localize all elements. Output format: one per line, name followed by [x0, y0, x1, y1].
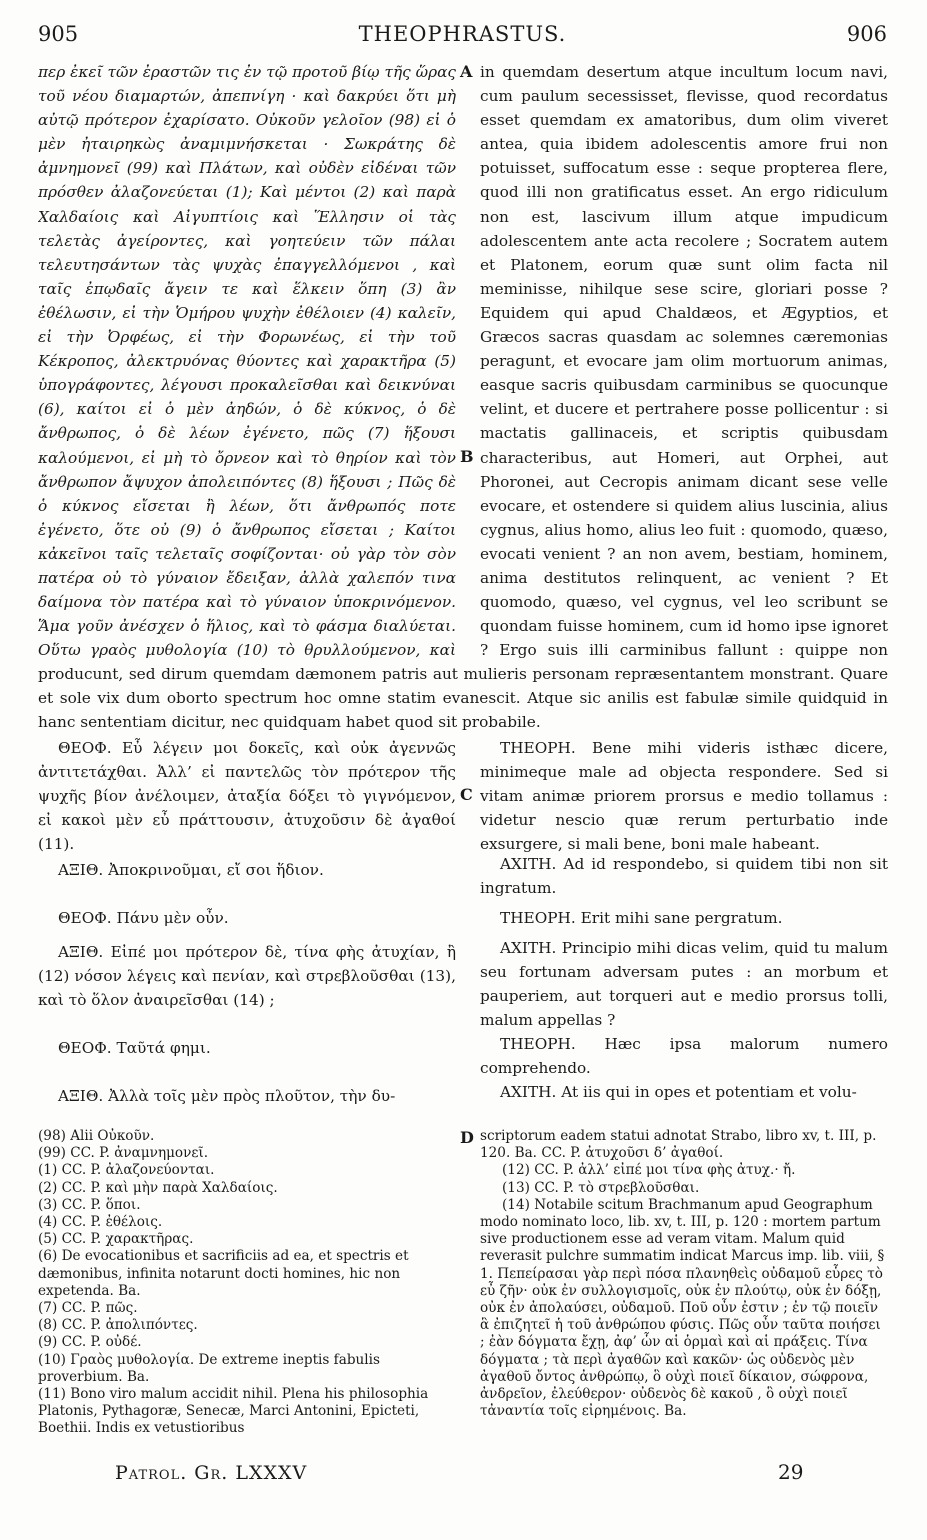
running-title: THEOPHRASTUS. [358, 22, 567, 46]
footnote: (4) CC. P. ἐθέλοις. [38, 1214, 163, 1231]
latin-speech: AXITH. At iis qui in opes et potentiam et volu- [500, 1083, 857, 1101]
page-number-right: 906 [846, 22, 887, 46]
page-number-left: 905 [38, 22, 79, 46]
greek-speech: ΘΕΟΦ. Ταῦτά φημι. [58, 1039, 211, 1057]
footnote: (14) Notabile scitum Brachmanum apud Geographum modo nominato loco, lib. xv, t. III, p. 120 : mortem partum sive productionem esse ad veram vitam. Malum quid reverasit pulchre summatim indicat Marcus imp. lib. viii, § 1. Πεπείρασαι γὰρ περὶ πόσα πλανηθεὶς οὐδαμοῦ εὗρες τὸ εὖ ζῆν· οὐκ ἐν συλλογισμοῖς, οὐκ ἐν πλούτῳ, οὐκ ἐν δόξῃ, οὐκ ἐν ἀπολαύσει, οὐδαμοῦ. Ποῦ οὖν ἐστιν ; ἐν τῷ ποιεῖν ἃ ἐπιζητεῖ ἡ τοῦ ἀνθρώπου φύσις. Πῶς οὖν ταῦτα ποιήσει ; ἐὰν δόγματα ἔχῃ, ἀφ’ ὧν αἱ ὁρμαὶ καὶ αἱ πράξεις. Τίνα δόγματα ; τὰ περὶ ἀγαθῶν καὶ κακῶν· ὡς οὐδενὸς μὲν ἀγαθοῦ ὄντος ἀνθρώπῳ, ὃ οὐχὶ ποιεῖ δίκαιον, σώφρονα, ἀνδρεῖον, ἐλεύθερον· οὐδενὸς δὲ κακοῦ , ὃ οὐχὶ ποιεῖ τἀναντία τοῖς εἰρημένοις. Ba. [480, 1196, 885, 1420]
latin-dialogue-column [480, 736, 888, 1104]
marker-c: C [460, 785, 473, 804]
latin-column-top [480, 60, 888, 660]
footnote: (10) Γραὸς μυθολογία. De extreme ineptis fabulis proverbium. Ba. [38, 1351, 380, 1385]
footnote: (6) De evocationibus et sacrificiis ad ea, et spectris et dæmonibus, infinita notarunt docti homines, hic non expetenda. Ba. [38, 1248, 409, 1299]
marker-b: B [460, 447, 474, 466]
patrologia-footer [115, 1462, 307, 1484]
greek-speech: ΑΞΙΘ. Ἀλλὰ τοῖς μὲν πρὸς πλοῦτον, τὴν δυ- [58, 1087, 396, 1105]
latin-speech: THEOPH. Bene mihi videris isthæc dicere, minimeque male ad objecta respondere. Sed si vitam animæ priorem prorsus e medio tollamus : videtur nescio quæ rerum perturbatio inde exsurgere, si mali bene, boni male habeant. [480, 739, 888, 854]
footnote: (7) CC. P. πῶς. [38, 1300, 138, 1317]
greek-speech: ΑΞΙΘ. Εἰπέ μοι πρότερον δὲ, τίνα φὴς ἀτυχίαν, ἢ (12) νόσον λέγεις καὶ πενίαν, καὶ στρεβλοῦσθαι (13), καὶ τὸ ὅλον ἀναιρεῖσθαι (14) ; [38, 943, 456, 1010]
latin-text-top: in quemdam desertum atque incultum locum navi, cum paulum secessisset, flevisse, quod recordatus esset quemdam ex amatoribus, dum olim viveret antea, quia ibidem adolescentis amore frui non potuisset, suffocatum esse : seque propterea flere, quod illi non gratificatus esset. An ergo ridiculum non est, lascivum illum atque impudicum adolescentem ante acta recolere ; Socratem autem et Platonem, eorum quæ sunt olim facta nil meminisse, nihilque sese scire, gloriari posse ? Equidem qui apud Chaldæos, et Ægyptios, et Græcos sacras quasdam ac solemnes cæremonias peragunt, et evocare jam olim mortuorum animas, easque sacris quibusdam carminibus se quocunque velint, et ducere et pertrahere posse pollicentur : si mactatis gallinaceis, et scriptis quibusdam characteribus, aut Homeri, aut Orphei, aut Phoronei, aut Cecropis animam dicant sese velle evocare, et ostendere si quidem alius luscinia, alius cygnus, alius homo, alius leo fuit : quomodo, quæso, evocati venient ? an non avem, bestiam, hominem, anima destitutos relinquent, ac venient ? Et quomodo, quæso, vel cygnus, vel leo scribunt se quondam fuisse hominem, cum id homo ipse ignoret ? Ergo suis illi carminibus fallunt : quippe non [480, 63, 888, 660]
signature-mark: 29 [778, 1460, 804, 1484]
marker-d: D [460, 1128, 474, 1147]
volume-label: Patrol. Gr. LXXXV [115, 1462, 308, 1484]
greek-speech: ΑΞΙΘ. Ἀποκρινοῦμαι, εἴ σοι ἥδιον. [58, 861, 324, 879]
footnotes-left [38, 1128, 456, 1438]
footnote: (5) CC. P. χαρακτῆρας. [38, 1231, 194, 1248]
greek-text-top: περ ἐκεῖ τῶν ἐραστῶν τις ἐν τῷ προτοῦ βίῳ τῆς ὥρας τοῦ νέου διαμαρτών, ἀπεπνίγη · καὶ δακρύει ὅτι μὴ αὐτῷ πρότερον ἐχαρίσατο. Οὐκοῦν γελοῖον (98) εἰ ὁ μὲν ἠταιρηκὼς ἀναμιμνήσκεται · Σωκράτης δὲ ἀμνημονεῖ (99) καὶ Πλάτων, καὶ οὐδὲν εἰδέναι τῶν πρόσθεν ἀλαζονεύεται (1); Καὶ μέντοι (2) καὶ παρὰ Χαλδαίοις καὶ Αἰγυπτίοις καὶ Ἕλλησιν οἱ τὰς τελετὰς ἀγείροντες, καὶ γοητεύειν τῶν πάλαι τελευτησάντων τὰς ψυχὰς ἐπαγγελλόμενοι , καὶ ταῖς ἐπῳδαῖς ἄγειν τε καὶ ἕλκειν ὅπη (3) ἂν ἐθέλωσιν, εἰ τὴν Ὁμήρου ψυχὴν ἐθέλοιεν (4) καλεῖν, εἰ τὴν Ὀρφέως, εἰ τὴν Φορωνέως, εἰ τὴν τοῦ Κέκροπος, ἀλεκτρυόνας θύοντες καὶ χαρακτῆρα (5) ὑπογράφοντες, λέγουσι προκαλεῖσθαι καὶ δεικνύναι (6), καίτοι εἰ ὁ μὲν ἀηδών, ὁ δὲ κύκνος, ὁ δὲ ἄνθρωπος, ὁ δὲ λέων ἐγένετο, πῶς (7) ἥξουσι καλούμενοι, εἰ μὴ τὸ ὄρνεον καὶ τὸ θηρίον καὶ τὸν ἄνθρωπον ἄψυχον ἀπολειπόντες (8) ἥξουσι ; Πῶς δὲ ὁ κύκνος εἴσεται ἢ λέων, ὅτι ἄνθρωπός ποτε ἐγένετο, ὅτε οὐ (9) ὁ ἄνθρωπος εἴσεται ; Καίτοι κἀκεῖνοι ταῖς τελεταῖς σοφίζονται· οὐ γὰρ τὸν σὸν πατέρα οὐ τὸ γύναιον ἔδειξαν, ἀλλὰ χαλεπόν τινα δαίμονα τὸν πατέρα καὶ τὸ γύναιον ὑποκρινόμενον. Ἅμα γοῦν ἀνέσχεν ὁ ἥλιος, καὶ τὸ φάσμα διαλύεται. Οὕτω γραὸς μυθολογία (10) τὸ θρυλλούμενον, καὶ [38, 63, 456, 660]
latin-speech: AXITH. Ad id respondebo, si quidem tibi non sit ingratum. [480, 855, 888, 898]
footnote: (99) CC. P. ἀναμνημονεῖ. [38, 1145, 209, 1162]
greek-dialogue-column [38, 736, 456, 1108]
page-header [38, 10, 887, 50]
footnote: (11) Bono viro malum accidit nihil. Plena his philosophia Platonis, Pythagoræ, Senecæ, Marci Antonini, Epicteti, Boethii. Indis ex vetustioribus [38, 1386, 429, 1437]
footnote: (98) Alii Οὐκοῦν. [38, 1128, 155, 1144]
footnote: (8) CC. P. ἀπολιπόντες. [38, 1317, 198, 1334]
footnote: (2) CC. P. καὶ μὴν παρὰ Χαλδαίοις. [38, 1179, 278, 1196]
greek-speech: ΘΕΟΦ. Πάνυ μὲν οὖν. [58, 909, 229, 927]
marker-a: A [460, 62, 473, 81]
latin-speech: AXITH. Principio mihi dicas velim, quid tu malum seu fortunam adversam putes : an morbum et pauperiem, aut torqueri aut e medio prorsus tolli, malum appellas ? [480, 939, 888, 1030]
latin-speech: THEOPH. Hæc ipsa malorum numero comprehendo. [480, 1035, 888, 1078]
footnote: (13) CC. P. τὸ στρεβλοῦσθαι. [502, 1179, 700, 1196]
footnotes-right [480, 1128, 888, 1420]
latin-full-width: producunt, sed dirum quemdam dæmonem patris aut mulieris personam repræsentantem monstrant. Quare et sole vix dum oborto spectrum hoc omne statim evanescit. Atque sic anilis est fabulæ simile quidquid in hanc sententiam dicitur, nec quidquam habet quod sit probabile. [38, 665, 888, 732]
footnote: scriptorum eadem statui adnotat Strabo, libro xv, t. III, p. 120. Ba. CC. P. ἀτυχοῦσι δ’ ἀγαθοί. [480, 1128, 877, 1162]
footnote: (3) CC. P. ὅποι. [38, 1196, 141, 1213]
greek-column-top [38, 60, 456, 660]
footnote: (12) CC. P. ἀλλ’ εἰπέ μοι τίνα φὴς ἀτυχ.· ἤ. [502, 1162, 796, 1179]
latin-speech: THEOPH. Erit mihi sane pergratum. [500, 909, 783, 927]
greek-speech: ΘΕΟΦ. Εὖ λέγειν μοι δοκεῖς, καὶ οὐκ ἀγεννῶς ἀντιτετάχθαι. Ἀλλ’ εἰ παντελῶς τὸν πρότερον τῆς ψυχῆς βίον ἀνέλοιμεν, ἀταξία δόξει τὸ γιγνόμενον, εἰ κακοὶ μὲν εὖ πράττουσιν, ἀτυχοῦσιν δὲ ἀγαθοί (11). [38, 739, 456, 854]
footnote: (9) CC. P. οὐδέ. [38, 1334, 142, 1351]
footnote: (1) CC. P. ἀλαζονεύονται. [38, 1162, 215, 1179]
